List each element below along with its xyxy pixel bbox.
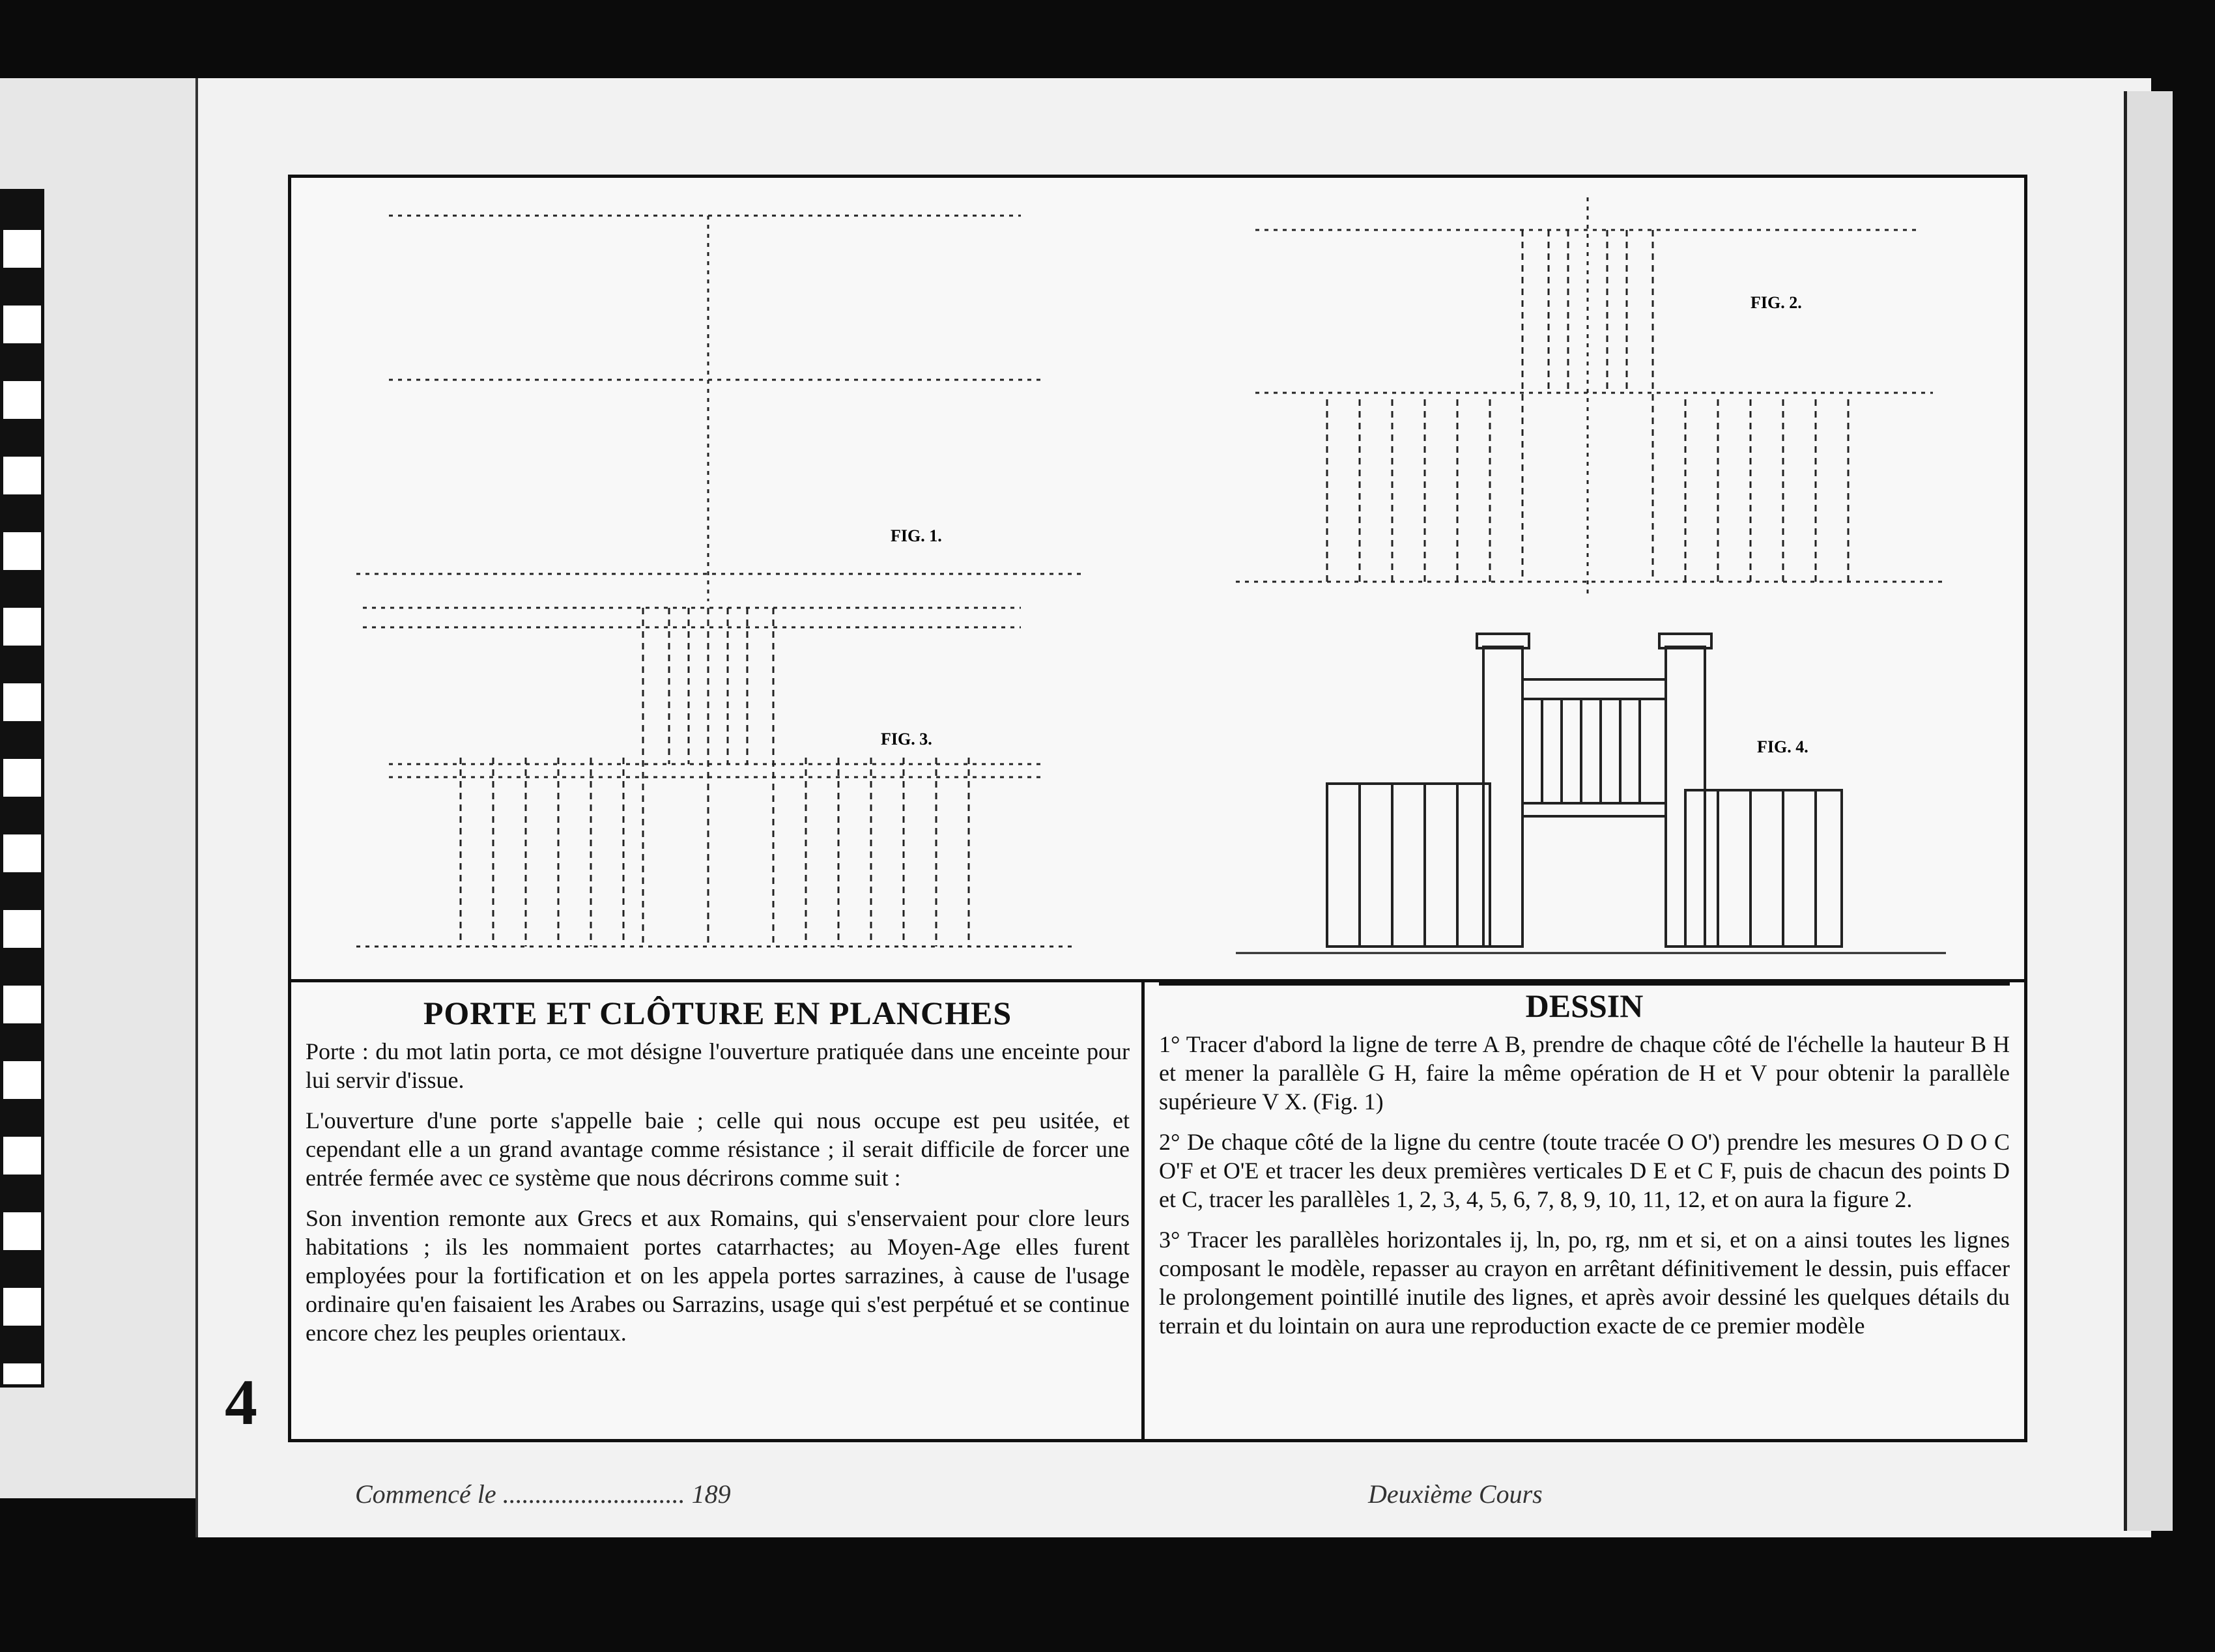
step-3: 3° Tracer les parallèles horizontales ij, ln, po, rg, nm et si, et on a ainsi toutes les lignes composant le modèle, repasser au crayon en arrêtant définitivement le dessin, puis effacer le prolongement pointillé inutile des lignes, et après avoir dessiné les quelques détails du terrain et du lointain on aura une reproduction exacte de ce premier modèle [1159,1227,2010,1339]
text-area [291,979,2024,1442]
footer-right: Deuxième Cours [1368,1479,1543,1509]
section-title: PORTE ET CLÔTURE EN PLANCHES [423,995,1012,1031]
fig4-label: FIG. 4. [1757,737,1808,756]
page-number: 4 [225,1366,257,1438]
paragraph-ouverture: L'ouverture d'une porte s'appelle baie ; celle qui nous occupe est peu usitée, et cependant elle a un grand avantage comme résistance ; il serait difficile de forcer une entrée fermée avec ce système que nous décrirons comme suit : [306,1107,1130,1191]
plate-frame [288,175,2027,1442]
description-column [291,982,1145,1442]
fig2-label: FIG. 2. [1751,293,1802,312]
instructions-column [1145,982,2024,1442]
dessin-title: DESSIN [1159,982,2010,1025]
page-edge [2124,91,2173,1531]
fig3-label: FIG. 3. [881,730,932,748]
paragraph-invention: Son invention remonte aux Grecs et aux Romains, qui s'enservaient pour clore leurs habitations ; ils les nommaient portes catarrhactes; au Moyen-Age elles furent employées pour la fortification et on les appela portes sarrazines, à cause de l'usage ordinaire qu'en faisaient les Arabes ou Sarrazins, usage qui s'est perpétué et se continue encore chez les peuples orientaux. [306,1205,1130,1346]
scale-ruler [0,189,44,1388]
paragraph-porte: Porte : du mot latin porta, ce mot désigne l'ouverture pratiquée dans une enceinte pour lui servir d'issue. [306,1038,1130,1093]
drawing-svg [291,178,2024,979]
step-1: 1° Tracer d'abord la ligne de terre A B, prendre de chaque côté de l'échelle la hauteur B H et mener la parallèle G H, faire la même opération de H et V pour obtenir la parallèle supérieure V X. (Fig. 1) [1159,1031,2010,1115]
step-2: 2° De chaque côté de la ligne du centre (toute tracée O O') prendre les mesures O D O C O'F et O'E et tracer les deux premières verticales D E et C F, puis de chacun des points D et C, tracer les parallèles 1, 2, 3, 4, 5, 6, 7, 8, 9, 10, 11, 12, et on aura la figure 2. [1159,1129,2010,1212]
footer-left: Commencé le ............................ 189 [355,1479,731,1509]
technical-drawing [291,178,2024,979]
fig1-label: FIG. 1. [891,526,942,545]
fig4-fence [1327,634,1842,947]
